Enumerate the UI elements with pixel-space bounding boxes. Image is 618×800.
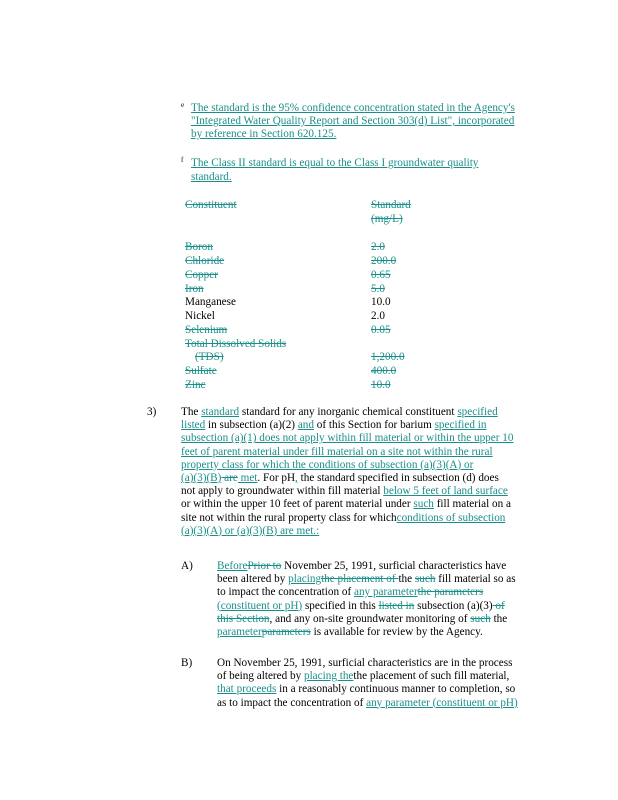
body-text: standard for any inorganic chemical constituent <box>239 406 458 418</box>
footnote-mark: e <box>181 101 185 109</box>
table-row <box>185 351 435 364</box>
text-line <box>181 512 513 525</box>
body-text: site not within the rural property class for which <box>181 511 397 524</box>
item-label: B) <box>181 657 193 669</box>
footnote-line: The standard is the 95% confidence concentration stated in the Agency's <box>191 102 515 114</box>
item-b-paragraph <box>217 657 518 710</box>
inserted-text: , <box>295 471 298 484</box>
body-text: The <box>181 406 202 418</box>
constituent-name: Nickel <box>185 310 215 322</box>
standard-value: 10.0 <box>371 296 391 308</box>
inserted-text: specified in <box>434 419 487 432</box>
inserted-text: listed <box>181 419 206 432</box>
deleted-text: of <box>492 599 505 612</box>
footnote-mark: f <box>181 156 184 164</box>
standard-value: 0.05 <box>371 324 391 336</box>
item-a-paragraph <box>217 560 516 639</box>
footnote-line: The Class II standard is equal to the Class I groundwater quality <box>191 157 479 169</box>
inserted-text: (a)(3)(B) <box>181 471 222 484</box>
deleted-text: are <box>221 471 238 484</box>
text-line <box>217 573 516 586</box>
inserted-text: below 5 feet of land surface <box>383 485 508 498</box>
inserted-text: such <box>413 498 434 511</box>
text-line <box>217 586 516 599</box>
inserted-text: property class for which the conditions of subsection (a)(3)(A) or <box>181 458 474 471</box>
body-text: of being altered by <box>217 670 304 683</box>
body-text: subsection (a)(3) <box>414 599 493 612</box>
inserted-text: Before <box>217 560 248 572</box>
deleted-text: Prior to <box>247 560 282 572</box>
body-text: is available for review by the Agency. <box>310 625 483 638</box>
table-row <box>185 269 435 282</box>
table-row <box>185 255 435 268</box>
body-text: of this Section for <box>314 419 401 432</box>
footnote-line: by reference in Section 620.125. <box>191 128 337 140</box>
inserted-text: parameter <box>217 625 262 638</box>
text-line <box>181 472 513 485</box>
table-row <box>185 338 435 351</box>
footnote-line: standard. <box>191 171 232 183</box>
text-line <box>217 683 518 696</box>
footnote-line: "Integrated Water Quality Report and Section 303(d) List", incorporated <box>191 115 515 127</box>
body-text: not apply to groundwater within fill material <box>181 485 384 498</box>
standard-value: 10.0 <box>371 379 391 391</box>
deleted-text: this Section <box>217 612 270 625</box>
text-line <box>181 432 513 445</box>
inserted-text: met <box>237 471 258 484</box>
standard-value: 1,200.0 <box>371 351 405 363</box>
constituent-name: Boron <box>185 241 213 253</box>
standard-value: 5.0 <box>371 283 385 295</box>
deleted-text: parameters <box>261 625 311 638</box>
body-text: fill material on a <box>433 498 511 511</box>
section-3-paragraph <box>181 406 513 538</box>
inserted-text: (constituent or pH) <box>217 599 303 612</box>
constituent-name: Sulfate <box>185 365 217 377</box>
constituent-name: Iron <box>185 283 204 295</box>
deleted-text: such <box>470 612 491 625</box>
inserted-text: (a)(3)(A) or (a)(3)(B) are met.: <box>181 524 320 537</box>
body-text: barium <box>400 419 432 432</box>
body-text: to impact the concentration of <box>217 586 354 599</box>
inserted-text: that proceeds <box>217 683 277 696</box>
table-header-standard: Standard <box>371 199 411 211</box>
text-line <box>217 697 518 710</box>
text-line <box>217 613 516 626</box>
table-row <box>185 379 435 392</box>
table-row <box>185 241 435 254</box>
standard-value: 200.0 <box>371 255 397 267</box>
constituent-name: Manganese <box>185 296 236 308</box>
table-row <box>185 365 435 378</box>
item-label: A) <box>181 560 193 572</box>
body-text: specified in this <box>302 599 379 612</box>
section-label: 3) <box>147 406 157 418</box>
standard-value: 400.0 <box>371 365 397 377</box>
inserted-text: any parameter <box>354 586 418 599</box>
body-text: , and any on-site groundwater monitoring of <box>269 612 471 625</box>
inserted-text: any parameter (constituent or pH) <box>366 696 518 709</box>
inserted-text: feet of parent material under fill material on a site not within the rural <box>181 445 493 458</box>
constituent-name: Copper <box>185 269 218 281</box>
body-text: been altered by <box>217 573 289 586</box>
body-text: the <box>490 612 508 625</box>
body-text: in a reasonably continuous manner to completion, so <box>276 683 516 696</box>
standard-value: 0.65 <box>371 269 391 281</box>
body-text: in subsection (a)(2) <box>205 419 298 432</box>
constituent-name: Selenium <box>185 324 228 336</box>
table-header-unit: (mg/L) <box>371 213 403 225</box>
constituent-name: Zinc <box>185 379 206 391</box>
body-text: the standard specified in subsection (d) does <box>297 471 499 484</box>
text-line <box>181 459 513 472</box>
text-line <box>181 485 513 498</box>
text-line <box>217 600 516 613</box>
body-text: the <box>398 573 415 586</box>
text-line <box>181 446 513 459</box>
constituent-name: Total Dissolved Solids <box>185 338 287 350</box>
body-text: fill material so as <box>435 573 516 586</box>
inserted-text: standard <box>201 406 240 418</box>
body-text: . For pH <box>257 471 296 484</box>
text-line <box>217 626 516 639</box>
text-line <box>217 657 518 670</box>
inserted-text: placing <box>288 573 322 586</box>
table-row <box>185 296 435 309</box>
body-text: On November 25, 1991, surficial characteristics are in the process <box>217 657 513 669</box>
text-line <box>217 670 518 683</box>
inserted-text: conditions of subsection <box>396 511 506 524</box>
deleted-text: the placement of <box>321 573 399 586</box>
body-text: November 25, 1991, surficial characteristics have <box>281 560 507 572</box>
inserted-text: placing the <box>303 670 354 683</box>
deleted-text: such <box>414 573 436 586</box>
text-line <box>181 498 513 511</box>
body-text: or within the upper 10 feet of parent material under <box>181 498 414 511</box>
table-row <box>185 283 435 296</box>
text-line <box>181 406 513 419</box>
body-text: as to impact the concentration of <box>217 696 367 709</box>
deleted-text: listed in <box>378 599 415 612</box>
inserted-text: subsection (a)(1) does not apply within fill material or within the upper 10 <box>181 432 514 445</box>
table-row <box>185 324 435 337</box>
standard-value: 2.0 <box>371 241 385 253</box>
standard-value: 2.0 <box>371 310 385 322</box>
constituent-name: Chloride <box>185 255 225 267</box>
deleted-text: the parameters <box>417 586 484 599</box>
constituent-name: (TDS) <box>195 351 224 363</box>
body-text: the placement of such fill material, <box>353 670 510 683</box>
table-header-constituent: Constituent <box>185 199 237 211</box>
table-row <box>185 310 435 323</box>
text-line <box>181 419 513 432</box>
inserted-text: specified <box>457 406 498 418</box>
text-line <box>181 525 513 538</box>
text-line <box>217 560 516 573</box>
inserted-text: and <box>297 419 314 432</box>
